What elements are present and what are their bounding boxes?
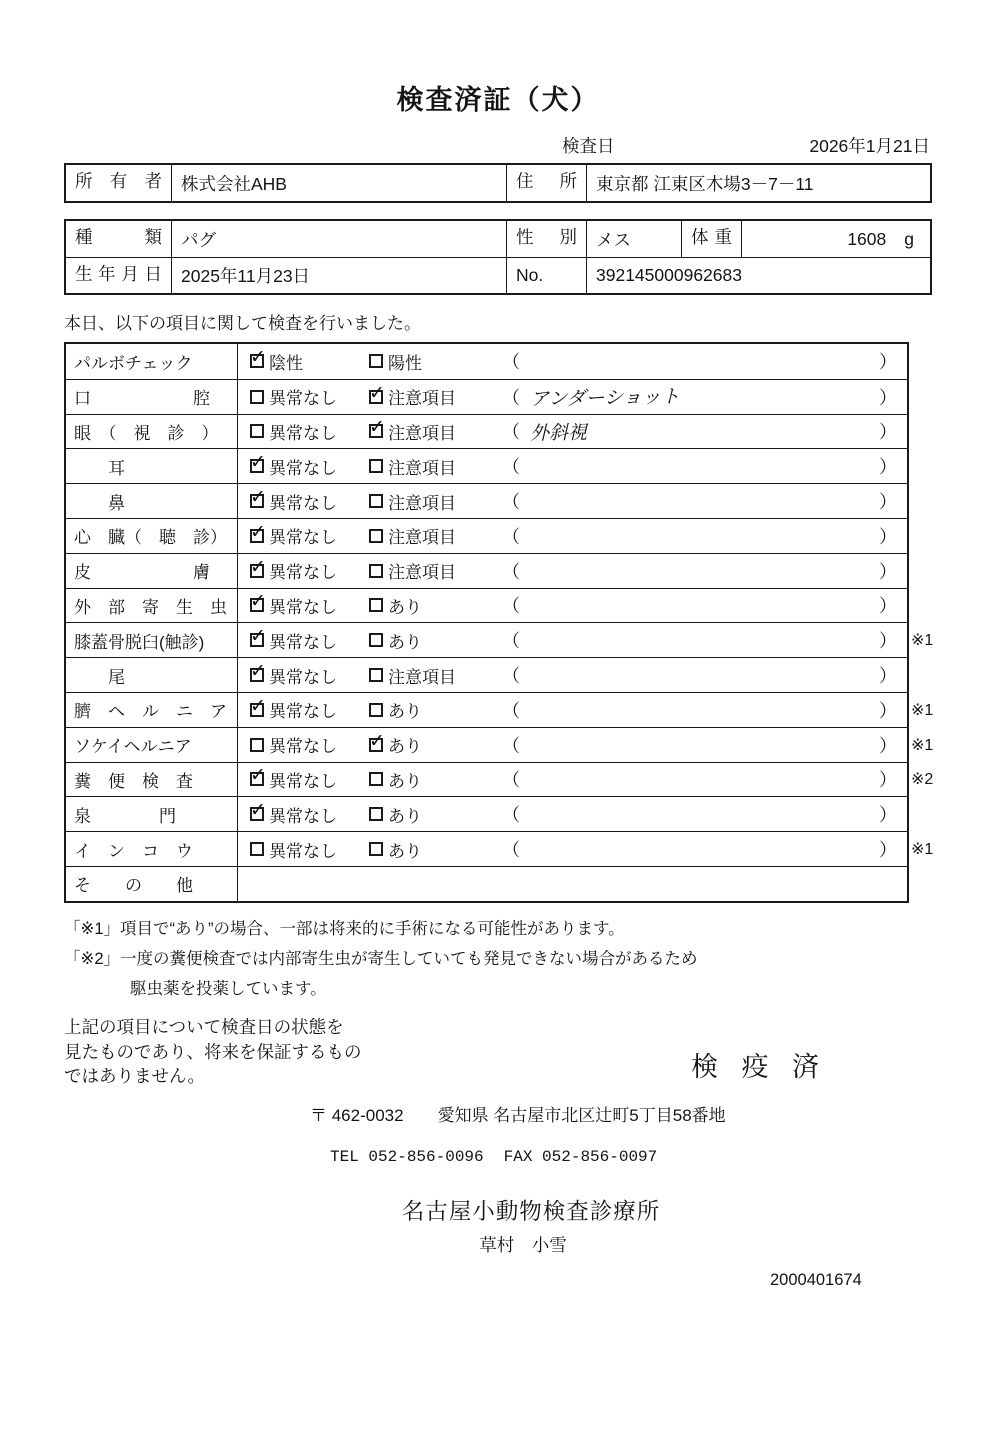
exam-row-fontanelle [66,796,907,831]
remarks-cell [498,380,907,414]
paren-open: （ [502,596,520,617]
clinic-tel: TEL 052-856-0096 [330,1148,484,1167]
exam-table [64,342,934,903]
exam-item-label: 眼 （ 視 診 ） [66,415,238,449]
paren-open: （ [502,422,520,443]
remarks-cell [498,763,907,797]
exam-row-ear [66,448,907,483]
no-abnormality-checkbox [250,807,264,821]
disclaimer-line: ではありません。 [64,1066,206,1087]
no-abnormality-checkbox [250,459,264,473]
option-label: あり [388,597,422,617]
footnote-2-line1: 「※2」一度の糞便検査では内部寄生虫が寄生していても発見できない場合があるため [64,949,698,968]
footnote-mark [911,797,949,831]
exam-item-label: 心 臓（ 聴 診） [66,519,238,553]
present-checkbox [369,633,383,647]
paren-open: （ [502,666,520,687]
exam-item-label: 臍 ヘ ル ニ ア [66,693,238,727]
no-abnormality-checkbox [250,633,264,647]
no-abnormality-checkbox [250,668,264,682]
closing-block [64,1015,932,1090]
option-label: 異常なし [269,423,337,443]
paren-close: ） [879,631,897,652]
footnote-2-line2: 駆虫薬を投薬しています。 [130,979,327,998]
option-label: 注意項目 [388,528,456,548]
weight-label: 体重 [681,221,741,257]
paren-close: ） [879,422,897,443]
remarks-cell [498,344,907,379]
remarks-cell [498,658,907,692]
exam-row-cryptorchid [66,831,934,866]
footnote-mark [911,380,949,414]
present-checkbox [369,807,383,821]
option-label: 異常なし [269,597,337,617]
paren-close: ） [879,561,897,582]
no-abnormality-checkbox [250,390,264,404]
paren-close: ） [879,840,897,861]
address-value: 東京都 江東区木場3－7－11 [586,165,930,201]
paren-close: ） [879,770,897,791]
exam-item-label: そ の 他 [66,867,238,901]
breed-value: パグ [171,221,506,257]
inspection-date-label: 検査日 [562,136,615,156]
present-checkbox [369,772,383,786]
weight-cell [741,221,930,257]
exam-row-oral [66,379,907,414]
paren-close: ） [879,492,897,513]
option-label: 異常なし [269,632,337,652]
remarks-cell [498,589,907,623]
remarks-cell [498,415,907,449]
exam-row-ectoparasite [66,588,907,623]
caution-checkbox [369,424,383,438]
footnote-1: 「※1」項目で“あり”の場合、一部は将来的に手術になる可能性があります。 [64,919,625,938]
paren-open: （ [502,700,520,721]
paren-open: （ [502,631,520,652]
footnote-mark [911,484,949,518]
option-label: 注意項目 [388,423,456,443]
inspection-date-value: 2026年1月21日 [809,136,930,156]
owner-table [64,163,932,203]
microchip-no-label: No. [506,258,586,293]
no-abnormality-checkbox [250,564,264,578]
breed-label: 種類 [75,227,162,247]
remarks-cell [498,728,907,762]
paren-open: （ [502,805,520,826]
footnote-mark [911,554,949,588]
footnote-mark: ※1 [911,632,934,650]
remarks-cell [498,519,907,553]
handwritten-note: アンダーショット [529,386,680,411]
remarks-cell [498,449,907,483]
option-label: あり [388,702,422,722]
paren-close: ） [879,387,897,408]
option-label: 注意項目 [388,493,456,513]
option-label: 注意項目 [388,563,456,583]
clinic-address-line [64,1101,932,1126]
option-label: 注意項目 [388,667,456,687]
option-label: 異常なし [269,667,337,687]
footnote-mark: ※1 [911,701,934,719]
exam-item-label: 尾 [66,658,238,692]
footnote-mark [911,344,949,379]
paren-close: ） [879,700,897,721]
birthdate-number-row [66,257,930,293]
option-label: 注意項目 [388,458,456,478]
paren-open: （ [502,352,520,373]
remarks-cell [498,832,907,866]
exam-row-patella [66,622,934,657]
caution-checkbox [369,564,383,578]
exam-row-other [66,866,907,901]
animal-info-table [64,219,932,295]
handwritten-note: 外斜視 [529,422,588,445]
remarks-cell [498,554,907,588]
remarks-cell [498,484,907,518]
paren-close: ） [879,526,897,547]
exam-row-umbilical-hernia [66,692,934,727]
footnote-mark [911,449,949,483]
exam-row-heart [66,518,907,553]
no-abnormality-checkbox [250,738,264,752]
paren-close: ） [879,352,897,373]
clinic-name: 名古屋小動物検査診療所 [401,1199,661,1225]
option-label: 異常なし [269,841,337,861]
exam-item-label: 糞 便 検 査 [66,763,238,797]
exam-row-eye [66,414,907,449]
option-label: 異常なし [269,493,337,513]
present-checkbox [369,598,383,612]
owner-value: 株式会社AHB [171,165,506,201]
paren-close: ） [879,457,897,478]
option-label: 異常なし [269,389,337,409]
paren-open: （ [502,840,520,861]
caution-checkbox [369,494,383,508]
no-abnormality-checkbox [250,772,264,786]
option-label: 異常なし [269,737,337,757]
exam-item-label: 口 腔 [66,380,238,414]
caution-checkbox [369,390,383,404]
microchip-no-value: 392145000962683 [586,258,930,293]
option-label: 異常なし [269,771,337,791]
paren-open: （ [502,735,520,756]
postal-code: 〒 462-0032 [310,1106,404,1126]
option-label: 異常なし [269,806,337,826]
option-label: あり [388,632,422,652]
paren-open: （ [502,457,520,478]
sex-label: 性別 [506,221,586,257]
exam-row-tail [66,657,907,692]
footnote-mark: ※2 [911,771,934,789]
footnote-mark [911,658,949,692]
paren-close: ） [879,596,897,617]
no-abnormality-checkbox [250,494,264,508]
positive-checkbox [369,354,383,368]
no-abnormality-checkbox [250,529,264,543]
remarks-cell [498,623,907,657]
disclaimer-line: 見たものであり、将来を保証するもの [64,1041,362,1062]
remarks-cell [498,797,907,831]
paren-open: （ [502,561,520,582]
paren-open: （ [502,492,520,513]
paren-open: （ [502,526,520,547]
weight-unit: g [904,228,914,249]
exam-row-nose [66,483,907,518]
paren-open: （ [502,387,520,408]
caution-checkbox [369,459,383,473]
disclaimer-line: 上記の項目について検査日の状態を [64,1016,344,1037]
exam-item-label: 膝蓋骨脱臼(触診) [66,623,238,657]
paren-close: ） [879,666,897,687]
present-checkbox [369,703,383,717]
exam-item-label: ソケイヘルニア [66,728,238,762]
footnote-mark: ※1 [911,736,934,754]
no-abnormality-checkbox [250,424,264,438]
option-label: 陰性 [269,353,303,373]
birthdate-value: 2025年11月23日 [171,258,506,293]
exam-item-label: 外 部 寄 生 虫 [66,589,238,623]
exam-item-label: イ ン コ ウ [66,832,238,866]
caution-checkbox [369,668,383,682]
footnote-mark: ※1 [911,841,934,859]
paren-open: （ [502,770,520,791]
sex-value: メス [586,221,681,257]
owner-label: 所有者 [75,171,162,191]
present-checkbox [369,738,383,752]
exam-item-label: 耳 [66,449,238,483]
birthdate-label: 生年月日 [75,264,162,284]
exam-item-label: 鼻 [66,484,238,518]
paren-close: ） [879,805,897,826]
exam-row-skin [66,553,907,588]
no-abnormality-checkbox [250,703,264,717]
breed-sex-weight-row [66,221,930,257]
option-label: あり [388,806,422,826]
paren-close: ） [879,735,897,756]
exam-row-inguinal-hernia [66,727,934,762]
empty-cell [238,867,907,901]
owner-row [66,165,930,201]
option-label: 異常なし [269,563,337,583]
no-abnormality-checkbox [250,598,264,612]
exam-item-label: 泉 門 [66,797,238,831]
examiner-name: 草村 小雪 [479,1235,567,1256]
negative-checkbox [250,354,264,368]
serial-number: 2000401674 [770,1271,862,1290]
option-label: 異常なし [269,702,337,722]
footnote-mark [911,415,949,449]
option-label: あり [388,771,422,791]
clinic-address: 愛知県 名古屋市北区辻町5丁目58番地 [437,1106,726,1126]
footnote-mark [911,519,949,553]
remarks-cell [498,693,907,727]
option-label: 異常なし [269,528,337,548]
intro-statement: 本日、以下の項目に関して検査を行いました。 [64,314,421,333]
clinic-fax: FAX 052-856-0097 [503,1148,658,1167]
clinic-phone-line [64,1148,932,1166]
option-label: 異常なし [269,458,337,478]
address-label: 住所 [506,165,586,201]
quarantine-passed-stamp: 検 疫 済 [690,1051,827,1082]
option-label: 陽性 [388,353,422,373]
weight-value: 1608 [847,228,887,249]
footnote-mark [911,589,949,623]
exam-row-fecal [66,762,934,797]
no-abnormality-checkbox [250,842,264,856]
inspection-date-row [64,133,932,157]
option-label: 注意項目 [388,389,456,409]
document-title: 検査済証（犬） [396,85,600,115]
caution-checkbox [369,529,383,543]
option-label: あり [388,841,422,861]
present-checkbox [369,842,383,856]
option-label: あり [388,737,422,757]
exam-item-label: 皮 膚 [66,554,238,588]
exam-item-label: パルボチェック [66,344,238,379]
exam-row-parvo [66,344,907,379]
